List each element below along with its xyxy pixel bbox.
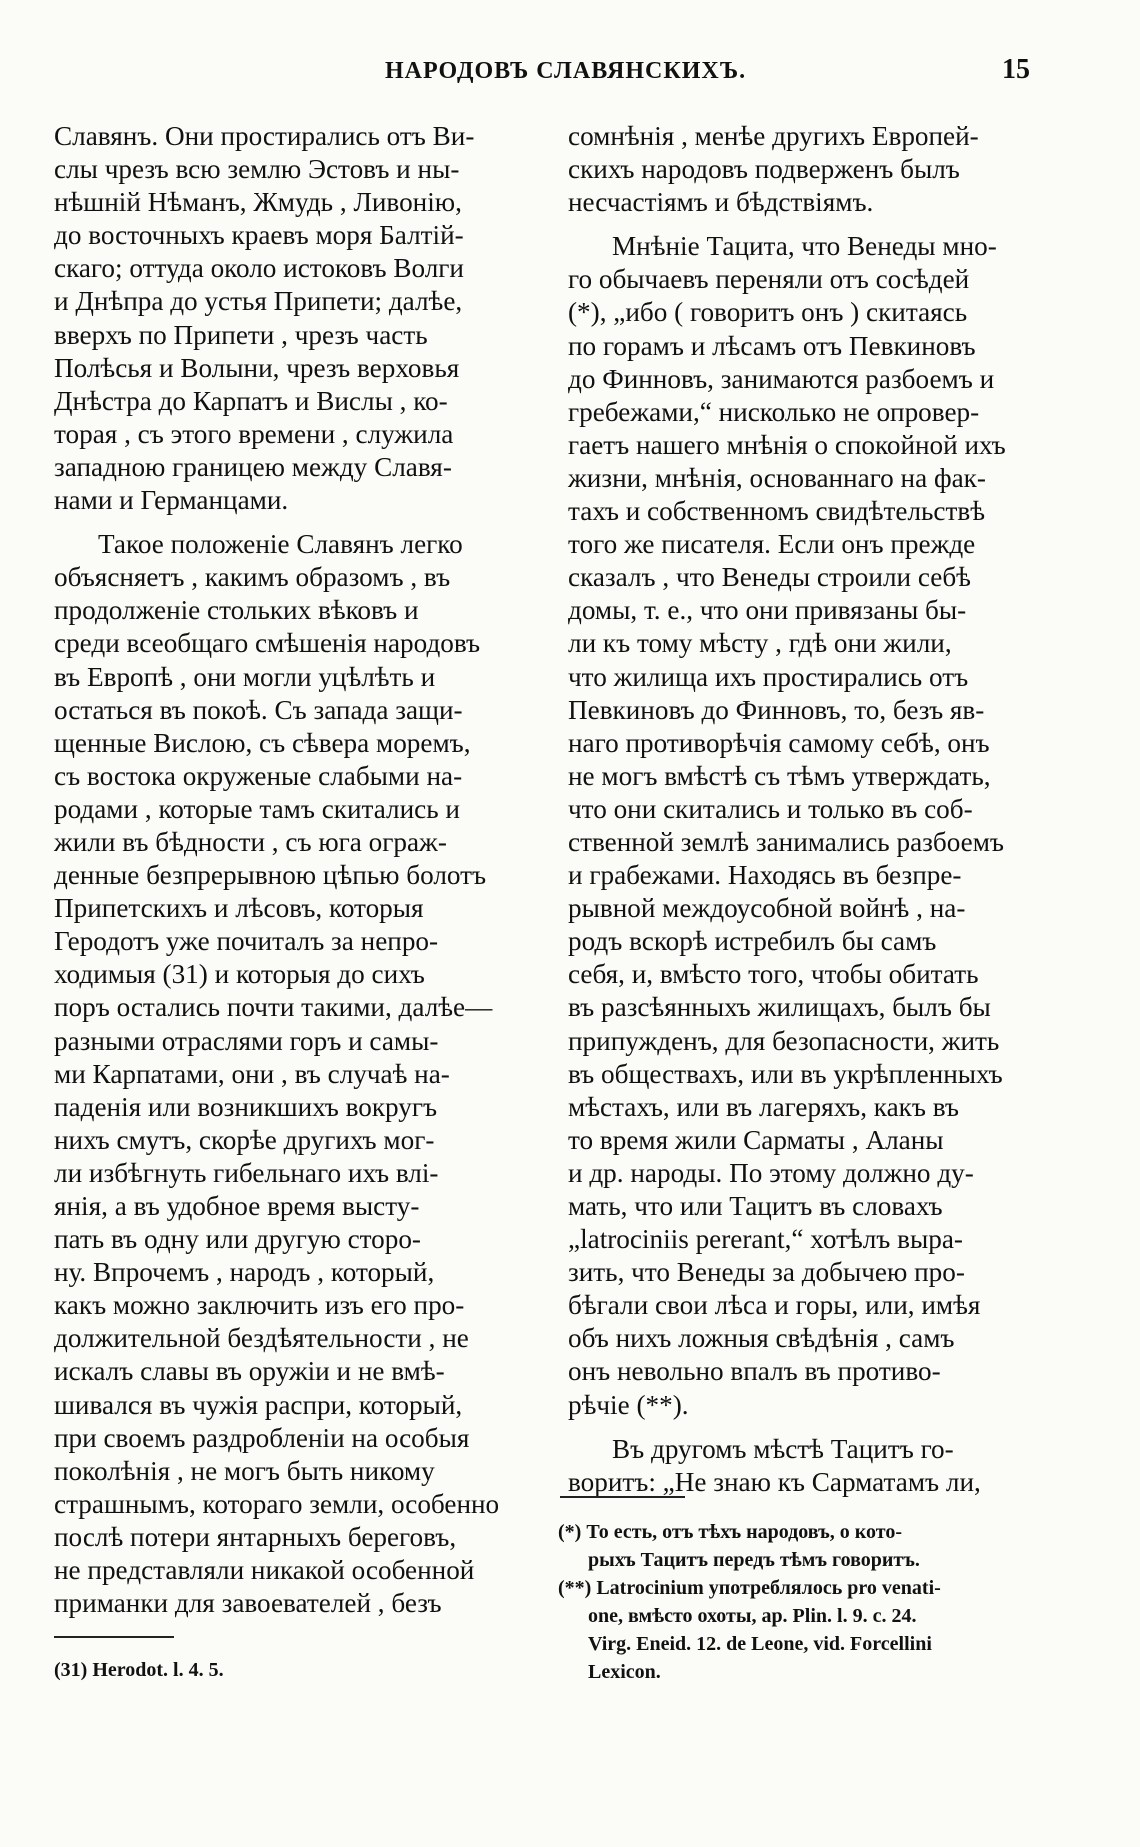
text-line: объ нихъ ложныя свѣдѣнія , самъ [568, 1323, 955, 1354]
text-line: что жилища ихъ простирались отъ [568, 661, 969, 692]
text-line: разными отраслями горъ и самы- [54, 1025, 439, 1056]
text-line: янія, а въ удобное время высту- [54, 1191, 420, 1221]
text-line: нихъ смутъ, скорѣе другихъ мог- [54, 1124, 435, 1155]
text-line: и др. народы. По этому должно ду- [568, 1157, 974, 1188]
text-line: щенные Вислою, съ сѣвера моремъ, [54, 727, 471, 758]
text-line: должительной бездѣятельности , не [54, 1323, 469, 1354]
text-line: Такое положеніе Славянъ легко [98, 529, 463, 560]
text-line: какъ можно заключить изъ его про- [54, 1290, 465, 1321]
text-line: до восточныхъ краевъ моря Балтій- [54, 220, 464, 251]
text-line: зить, что Венеды за добычею про- [568, 1257, 965, 1288]
text-line: ственной землѣ занимались разбоемъ [568, 826, 1004, 857]
text-line: страшнымъ, котораго земли, особенно [54, 1488, 500, 1519]
text-line: Въ другомъ мѣстѣ Тацитъ го- [612, 1433, 954, 1464]
text-line: приманки для завоевателей , безъ [54, 1588, 442, 1619]
text-line: скихъ народовъ подверженъ былъ [568, 154, 960, 185]
text-line: искалъ славы въ оружіи и не вмѣ- [54, 1356, 445, 1387]
text-line: нами и Германцами. [54, 485, 289, 516]
running-head [0, 54, 1140, 98]
footnote [558, 1574, 1058, 1686]
text-line: вверхъ по Припети , чрезъ часть [54, 319, 428, 350]
text-line: воритъ: „Не знаю къ Сарматамъ ли, [568, 1466, 981, 1497]
text-line: Припетскихъ и лѣсовъ, которыя [54, 893, 424, 924]
text-line: жизни, мнѣнія, основаннаго на фак- [568, 462, 986, 493]
text-line: до Финновъ, занимаются разбоемъ и [568, 363, 995, 394]
text-line: гребежами,“ нисколько не опровер- [568, 396, 980, 427]
text-line: того же писателя. Если онъ прежде [568, 529, 976, 560]
text-line: объясняетъ , какимъ образомъ , въ [54, 562, 451, 593]
text-line: бѣгали свои лѣса и горы, или, имѣя [568, 1290, 981, 1321]
text-line: въ разсѣянныхъ жилищахъ, былъ бы [568, 992, 991, 1023]
text-line: мать, что или Тацитъ въ словахъ [568, 1191, 943, 1221]
text-line: сказалъ , что Венеды строили себѣ [568, 562, 971, 593]
footnote-line: one, вмѣсто охоты, ap. Plin. l. 9. c. 24. [588, 1605, 917, 1627]
running-title: НАРОДОВЪ СЛАВЯНСКИХЪ. [385, 58, 747, 84]
text-line: паденія или возникшихъ вокругъ [54, 1091, 438, 1122]
text-line: слы чрезъ всю землю Эстовъ и ны- [54, 154, 460, 185]
text-line: скаго; оттуда около истоковъ Волги [54, 253, 464, 284]
text-line: Днѣстра до Карпатъ и Вислы , ко- [54, 385, 448, 416]
text-line: торая , съ этого времени , служила [54, 418, 454, 449]
text-line: и Днѣпра до устья Припети; далѣе, [54, 286, 463, 317]
text-line: остаться въ покоѣ. Съ запада защи- [54, 694, 463, 725]
right-footnotes [558, 1518, 1058, 1686]
text-line: то время жили Сарматы , Аланы [568, 1124, 944, 1155]
text-line: жили въ бѣдности , съ юга ограж- [54, 826, 447, 857]
text-line: себя, и, вмѣсто того, чтобы обитать [568, 959, 979, 990]
text-line: ходимыя (31) и которыя до сихъ [54, 959, 425, 990]
text-line: послѣ потери янтарныхъ береговъ, [54, 1521, 457, 1552]
text-line: „latrociniis pererant,“ хотѣлъ выра- [568, 1224, 963, 1255]
paragraph [568, 120, 1044, 219]
text-line: рывной междоусобной войнѣ , на- [568, 893, 966, 924]
text-line: мѣстахъ, или въ лагеряхъ, какъ въ [568, 1091, 959, 1122]
text-line: Полѣсья и Волыни, чрезъ верховья [54, 352, 460, 383]
footnote-line: (*) То есть, отъ тѣхъ народовъ, о кото- [558, 1521, 902, 1543]
text-line: съ востока окруженые слабыми на- [54, 760, 463, 791]
text-line: не представляли никакой особенной [54, 1555, 475, 1586]
text-line: онъ невольно впалъ въ противо- [568, 1356, 941, 1387]
text-line: при своемъ раздробленіи на особыя [54, 1422, 470, 1453]
text-line: ми Карпатами, они , въ случаѣ на- [54, 1058, 450, 1089]
footnote-line: Lexicon. [588, 1661, 661, 1683]
text-line: западною границею между Славя- [54, 451, 452, 482]
text-line: припужденъ, для безопасности, жить [568, 1025, 1000, 1056]
paragraph [54, 120, 533, 517]
text-line: (*), „ибо ( говоритъ онъ ) скитаясь [568, 297, 968, 328]
footnote-line: (31) Herodot. l. 4. 5. [54, 1659, 224, 1681]
left-column [54, 120, 533, 1620]
text-line: несчастіямъ и бѣдствіямъ. [568, 187, 874, 218]
text-line: рѣчіе (**). [568, 1389, 689, 1420]
text-line: въ Европѣ , они могли уцѣлѣть и [54, 661, 436, 692]
text-line: и грабежами. Находясь въ безпре- [568, 860, 962, 891]
text-line: среди всеобщаго смѣшенія народовъ [54, 628, 481, 659]
footnote-line: (**) Latrocinium употреблялось pro venati- [558, 1577, 941, 1599]
text-line: поръ остались почти такими, далѣе— [54, 992, 493, 1023]
text-line: родами , которые тамъ скитались и [54, 793, 460, 824]
text-line: въ обществахъ, или въ укрѣпленныхъ [568, 1058, 1003, 1089]
page-number: 15 [1002, 54, 1030, 85]
text-line: Геродотъ уже почиталъ за непро- [54, 926, 439, 957]
text-line: что они скитались и только въ соб- [568, 793, 973, 824]
paragraph [54, 528, 533, 1620]
footnote-line: Virg. Eneid. 12. de Leone, vid. Forcellini [588, 1633, 932, 1655]
right-column [568, 120, 1044, 1499]
text-line: пать въ одну или другую сторо- [54, 1224, 421, 1255]
text-line: ли къ тому мѣсту , гдѣ они жили, [568, 628, 952, 659]
text-line: по горамъ и лѣсамъ отъ Певкиновъ [568, 330, 976, 361]
text-line: денные безпрерывною цѣпью болотъ [54, 860, 487, 891]
right-footnote-rule [560, 1496, 685, 1498]
left-footnotes [54, 1656, 514, 1684]
text-line: нѣшній Нѣманъ, Жмудь , Ливонію, [54, 187, 462, 218]
paragraph [568, 1433, 1044, 1499]
text-line: наго противорѣчія самому себѣ, онъ [568, 727, 990, 758]
text-line: тахъ и собственномъ свидѣтельствѣ [568, 496, 985, 527]
text-line: не могъ вмѣстѣ съ тѣмъ утверждать, [568, 760, 991, 791]
text-line: гаетъ нашего мнѣнія о спокойной ихъ [568, 429, 1006, 460]
paragraph [568, 230, 1044, 1421]
text-line: шивался въ чужія распри, который, [54, 1389, 463, 1420]
footnote [558, 1518, 1058, 1574]
text-line: родъ вскорѣ истребилъ бы самъ [568, 926, 937, 957]
text-line: Славянъ. Они простирались отъ Ви- [54, 121, 475, 151]
text-line: продолженіе стольких вѣковъ и [54, 595, 419, 626]
text-line: ну. Впрочемъ , народъ , который, [54, 1257, 435, 1288]
footnote-line: рыхъ Тацитъ передъ тѣмъ говоритъ. [588, 1549, 920, 1571]
text-line: ли избѣгнуть гибельнаго ихъ влі- [54, 1157, 439, 1188]
text-line: домы, т. е., что они привязаны бы- [568, 595, 967, 626]
text-line: го обычаевъ переняли отъ сосѣдей [568, 264, 970, 295]
text-line: сомнѣнія , менѣе другихъ Европей- [568, 121, 979, 151]
text-line: поколѣнія , не могъ быть никому [54, 1455, 435, 1486]
text-line: Певкиновъ до Финновъ, то, безъ яв- [568, 694, 985, 725]
left-footnote-rule [54, 1636, 174, 1638]
text-line: Мнѣніе Тацита, что Венеды мно- [612, 231, 997, 262]
